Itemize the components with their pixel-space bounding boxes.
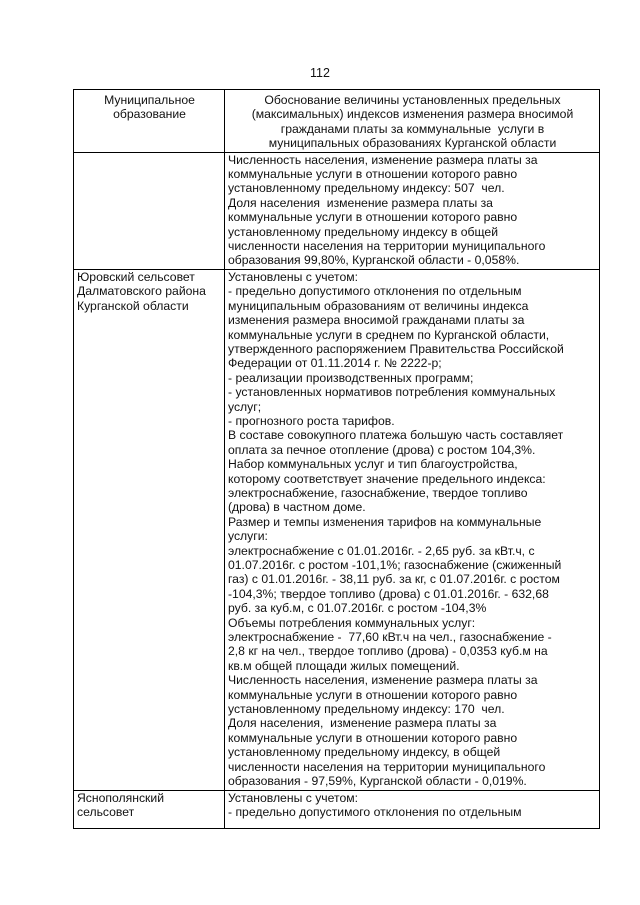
text-line: - предельно допустимого отклонения по отдельным xyxy=(228,804,522,819)
text-line: образования 99,80%, Курганской области - 0,058%. xyxy=(228,253,520,268)
text-line: Размер и темпы изменения тарифов на коммунальные xyxy=(228,514,542,529)
text-line: Федерации от 01.11.2014 г. № 2222-р; xyxy=(228,356,442,371)
text-line: услуги: xyxy=(228,529,268,544)
text-line: установленному предельному индексу: 170 чел. xyxy=(228,702,505,717)
justification-cell xyxy=(225,790,600,828)
text-line: гражданами платы за коммунальные услуги в xyxy=(280,121,545,136)
text-line: которому соответствует значение предельного индекса: xyxy=(228,471,546,486)
text-line: - предельно допустимого отклонения по отдельным xyxy=(228,284,522,299)
text-line: муниципальным образованиям от величины индекса xyxy=(228,298,529,313)
text-line: утвержденного распоряжением Правительства Российской xyxy=(228,341,564,356)
text-line: 2,8 кг на чел., твердое топливо (дрова) - 0,0353 куб.м на xyxy=(228,644,548,659)
text-line: кв.м общей площади жилых помещений. xyxy=(228,658,460,673)
text-line: Доля населения, изменение размера платы за xyxy=(228,716,497,731)
text-line: численности населения на территории муниципального xyxy=(228,239,546,254)
text-line: численности населения на территории муниципального xyxy=(228,759,546,774)
text-line: Объемы потребления коммунальных услуг: xyxy=(228,615,476,630)
text-line: коммунальные услуги в отношении которого равно xyxy=(228,730,518,745)
text-line: изменения размера вносимой гражданами платы за xyxy=(228,313,525,328)
text-line: муниципальных образованиях Курганской области xyxy=(268,136,557,151)
text-line: 01.07.2016г. с ростом -101,1%; газоснабжение (сжиженный xyxy=(228,558,562,572)
header-justification xyxy=(225,90,600,153)
text-line: электроснабжение, газоснабжение, твердое топливо xyxy=(228,485,528,500)
text-line: образование xyxy=(113,107,186,122)
text-line: руб. за куб.м, с 01.07.2016г. с ростом -104,3% xyxy=(228,601,487,616)
text-line: Доля населения изменение размера платы за xyxy=(228,195,493,210)
text-line: - установленных нормативов потребления коммунальных xyxy=(228,385,556,400)
tariff-index-table xyxy=(73,89,600,829)
text-line: коммунальные услуги в отношении которого равно xyxy=(228,687,518,702)
text-line: Установлены с учетом: xyxy=(228,790,358,805)
text-line: Численность населения, изменение размера платы за xyxy=(228,152,538,167)
text-line: Обоснование величины установленных предельных xyxy=(264,93,561,107)
text-line: коммунальные услуги в отношении которого равно xyxy=(228,167,518,182)
text-line: Юровский сельсовет xyxy=(77,269,195,284)
text-line: В составе совокупного платежа большую часть составляет xyxy=(228,428,564,443)
text-line: Установлены с учетом: xyxy=(228,269,358,284)
justification-cell xyxy=(225,269,600,790)
text-line: Численность населения, изменение размера платы за xyxy=(228,673,538,688)
text-line: - реализации производственных программ; xyxy=(228,370,474,385)
text-line: образования - 97,59%, Курганской области - 0,019%. xyxy=(228,774,527,789)
table-row xyxy=(74,152,600,269)
text-line: установленному предельному индексу в общей xyxy=(228,224,499,239)
text-line: коммунальные услуги в среднем по Курганской области, xyxy=(228,327,550,342)
table-row xyxy=(74,269,600,790)
text-line: - прогнозного роста тарифов. xyxy=(228,413,395,428)
text-line: электроснабжение с 01.01.2016г. - 2,65 руб. за кВт.ч, с xyxy=(228,543,535,558)
municipality-cell xyxy=(74,790,225,828)
table-header-row xyxy=(74,90,600,153)
justification-cell xyxy=(225,152,600,269)
text-line: (дрова) в частном доме. xyxy=(228,500,366,515)
text-line: сельсовет xyxy=(77,804,135,819)
text-line: коммунальные услуги в отношении которого равно xyxy=(228,210,518,225)
text-line: Набор коммунальных услуг и тип благоустройства, xyxy=(228,457,518,472)
text-line: электроснабжение - 77,60 кВт.ч на чел., газоснабжение - xyxy=(228,630,552,645)
text-line: Курганской области xyxy=(77,298,189,313)
text-line: Муниципальное xyxy=(104,93,195,107)
page-number: 112 xyxy=(310,66,330,80)
header-municipality xyxy=(74,90,225,153)
text-line: услуг; xyxy=(228,399,262,414)
text-line: Яснополянский xyxy=(77,790,164,805)
text-line: Далматовского района xyxy=(77,284,206,299)
municipality-cell xyxy=(74,152,225,269)
text-line: (максимальных) индексов изменения размера вносимой xyxy=(251,107,574,122)
text-line: -104,3%; твердое топливо (дрова) с 01.01.2016г. - 632,68 xyxy=(228,586,549,601)
text-line: установленному предельному индексу: 507 чел. xyxy=(228,181,505,196)
text-line: газ) с 01.01.2016г. - 38,11 руб. за кг, с 01.07.2016г. с ростом xyxy=(228,572,560,587)
municipality-cell xyxy=(74,269,225,790)
text-line: оплата за печное отопление (дрова) с ростом 104,3%. xyxy=(228,442,536,457)
text-line: установленному предельному индексу, в общей xyxy=(228,745,501,760)
table-row xyxy=(74,790,600,828)
